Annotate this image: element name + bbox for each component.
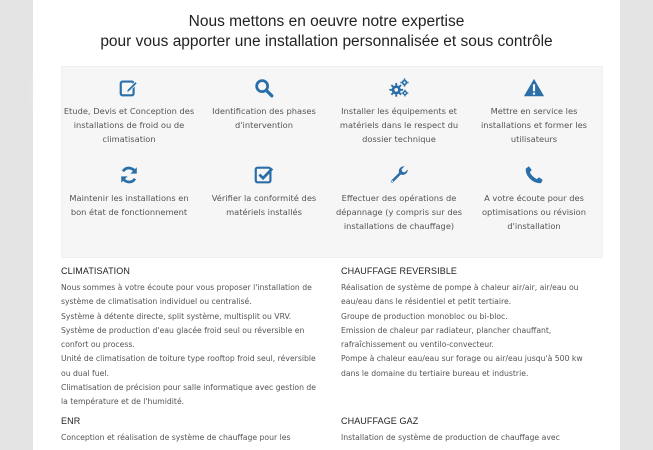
section-body xyxy=(341,431,603,445)
feature-text: Effectuer des opérations de dépannage (y compris sur des installations de chauffage) xyxy=(335,193,463,231)
section-enr xyxy=(61,416,323,445)
section-title: CHAUFFAGE GAZ xyxy=(341,416,419,426)
section-line: Groupe de production monobloc ou bi-bloc. xyxy=(341,311,508,321)
feature-etude-devis xyxy=(62,77,196,146)
feature-text: Mettre en service les installations et former les utilisateurs xyxy=(481,106,587,144)
section-line: Système de production d'eau glacée froid seul ou réversible en confort ou process. xyxy=(61,325,305,350)
section-line: Nous sommes à votre écoute pour vous proposer l'installation de système de climatisation individuel ou centralisé. xyxy=(61,283,312,307)
section-title: CLIMATISATION xyxy=(61,266,130,276)
headline-line-2: pour vous apporter une installation personnalisée et sous contrôle xyxy=(100,33,553,50)
phone-icon[interactable] xyxy=(523,164,545,186)
section-line: Unité de climatisation de toiture type rooftop froid seul, réversible ou dual fuel. xyxy=(61,354,316,378)
gears-icon[interactable] xyxy=(388,77,410,99)
feature-text: Vérifier la conformité des matériels installés xyxy=(211,193,317,217)
feature-maintenir xyxy=(62,164,196,219)
warning-icon[interactable] xyxy=(523,77,545,99)
section-chauffage-gaz xyxy=(341,416,603,445)
wrench-icon[interactable] xyxy=(388,164,410,186)
page-headline xyxy=(33,12,620,52)
feature-installer xyxy=(332,77,466,146)
section-body xyxy=(61,281,323,410)
refresh-icon[interactable] xyxy=(118,164,140,186)
feature-ecoute xyxy=(467,164,601,233)
feature-text: A votre écoute pour des optimisations ou révision d'installation xyxy=(481,193,587,231)
feature-text: Etude, Devis et Conception des installations de froid ou de climatisation xyxy=(63,106,195,144)
feature-identification xyxy=(197,77,331,132)
section-title: CHAUFFAGE REVERSIBLE xyxy=(341,266,458,276)
feature-depannage xyxy=(332,164,466,233)
section-body xyxy=(341,281,603,381)
section-line: Climatisation de précision pour salle informatique avec gestion de la température et de l'humidité. xyxy=(61,383,317,407)
check-square-icon[interactable] xyxy=(253,164,275,186)
section-title: ENR xyxy=(61,416,81,426)
edit-icon[interactable] xyxy=(118,77,140,99)
section-line: Système à détente directe, split système, multisplit ou VRV. xyxy=(61,311,292,321)
feature-mise-en-service xyxy=(467,77,601,146)
feature-text: Maintenir les installations en bon état de fonctionnement xyxy=(69,193,189,217)
section-line: Installation de système de production de chauffage avec xyxy=(341,433,560,442)
section-line: Pompe à chaleur eau/eau sur forage ou air/eau jusqu'à 500 kw dans le domaine du tertiaire bureau et industrie. xyxy=(341,354,583,378)
feature-text: Identification des phases d'intervention xyxy=(212,106,316,130)
section-chauffage-reversible xyxy=(341,266,603,381)
section-climatisation xyxy=(61,266,323,410)
section-line: Emission de chaleur par radiateur, plancher chauffant, rafraîchissement ou ventilo-convecteur. xyxy=(341,325,552,350)
search-icon[interactable] xyxy=(253,77,275,99)
feature-verifier xyxy=(197,164,331,219)
page-content xyxy=(33,0,620,450)
features-panel xyxy=(61,66,603,258)
headline-line-1: Nous mettons en oeuvre notre expertise xyxy=(188,13,465,30)
section-line: Réalisation de système de pompe à chaleur air/air, air/eau ou eau/eau dans le résidentiel et petit tertiaire. xyxy=(341,283,579,307)
feature-text: Installer les équipements et matériels dans le respect du dossier technique xyxy=(339,106,459,144)
section-body xyxy=(61,431,323,445)
section-line: Conception et réalisation de système de chauffage pour les xyxy=(61,433,291,442)
